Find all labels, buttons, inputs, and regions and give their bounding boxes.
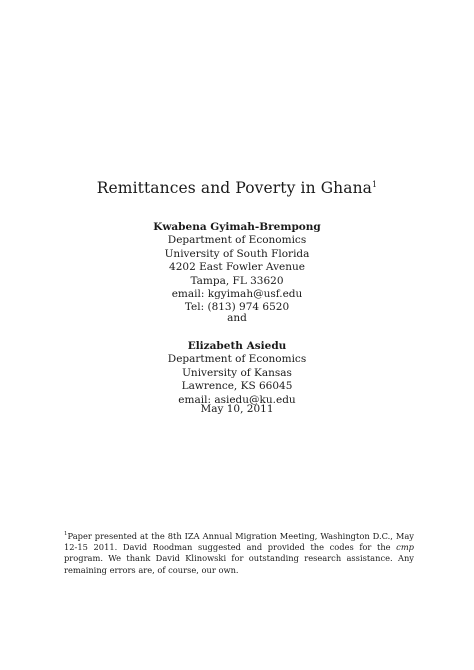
author-phone: Tel: (813) 974 6520 — [184, 301, 290, 314]
author-affiliation-line: Department of Economics — [167, 234, 307, 247]
author-name: Kwabena Gyimah-Brempong — [153, 221, 321, 233]
paper-date: May 10, 2011 — [200, 403, 274, 415]
footnote-program-name: cmp — [396, 542, 414, 553]
paper-title — [0, 178, 474, 198]
footnote-text: Paper presented at the 8th IZA Annual Migration Meeting, Washington D.C., May 12-15 2011. David Roodman suggested and provided the codes for the — [64, 531, 414, 553]
author-affiliation-line: Department of Economics — [167, 353, 307, 366]
author-affiliation-line: University of South Florida — [164, 247, 310, 260]
title-footnote — [64, 531, 414, 576]
paper-title-text: Remittances and Poverty in Ghana — [96, 179, 373, 197]
footnote-text: program. We thank David Klinowski for outstanding research assistance. Any remaining errors are, of course, our own. — [64, 553, 414, 575]
author-conjunction: and — [227, 312, 247, 324]
author-name: Elizabeth Asiedu — [187, 340, 287, 352]
author-address-line: Lawrence, KS 66045 — [181, 380, 293, 393]
author-block-2 — [0, 340, 474, 407]
author-email: email: asiedu@ku.edu — [178, 393, 296, 406]
title-footnote-mark: 1 — [372, 179, 378, 189]
footnote-mark: 1 — [64, 531, 68, 538]
author-address-line: Tampa, FL 33620 — [190, 274, 284, 287]
author-block-1 — [0, 221, 474, 315]
author-address-line: 4202 East Fowler Avenue — [169, 261, 305, 274]
author-affiliation-line: University of Kansas — [182, 366, 292, 379]
author-email: email: kgyimah@usf.edu — [171, 288, 303, 301]
